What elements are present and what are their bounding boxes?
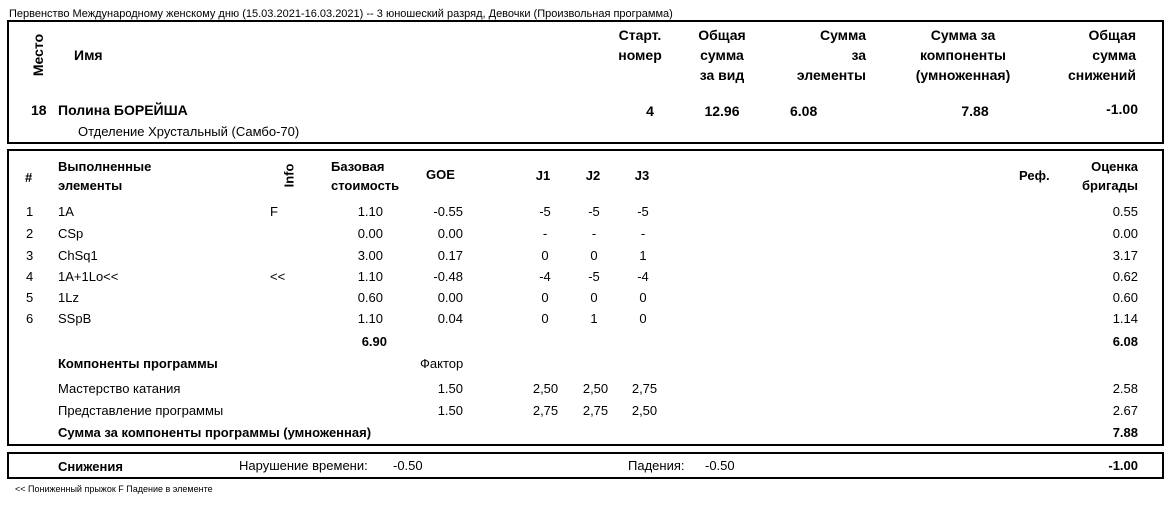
start-number-header (600, 25, 680, 65)
element-num-cell: 5 (26, 290, 34, 305)
falls-label: Падения: (628, 458, 685, 473)
skater-name: Полина БОРЕЙША (58, 102, 188, 118)
element-num-cell: 6 (26, 311, 34, 326)
executed-elements-header-line: Выполненные (58, 159, 152, 174)
element-name-cell: ChSq1 (58, 248, 98, 263)
element-j1-cell: -5 (539, 204, 551, 219)
element-goe-cell: -0.55 (433, 204, 463, 219)
skater-club: Отделение Хрустальный (Самбо-70) (78, 124, 300, 139)
element-j2-cell: - (591, 226, 597, 241)
element-score-cell: 0.60 (1112, 290, 1138, 305)
skater-total-score: 12.96 (704, 103, 740, 119)
element-info-cell: F (270, 204, 278, 219)
skater-start-number: 4 (646, 103, 654, 119)
element-j2-cell: -5 (588, 204, 600, 219)
component-factor-cell: 1.50 (437, 381, 463, 396)
deductions-total: -1.00 (1108, 458, 1138, 473)
executed-elements-header-line: элементы (58, 178, 123, 193)
element-score-header (770, 25, 866, 85)
element-j2-cell: 1 (590, 311, 598, 326)
element-j3-cell: -4 (637, 269, 649, 284)
element-score-header-line: за (851, 47, 866, 63)
deductions-header (1040, 25, 1136, 85)
element-score-cell: 1.14 (1112, 311, 1138, 326)
element-goe-cell: 0.00 (437, 226, 463, 241)
deductions-header-line: снижений (1067, 67, 1136, 83)
goe-header: GOE (426, 167, 455, 182)
elements-score-total: 6.08 (1112, 334, 1138, 349)
base-value-header-line: стоимость (331, 178, 400, 193)
element-name-cell: 1A (58, 204, 74, 219)
element-goe-cell: 0.04 (437, 311, 463, 326)
base-value-header (331, 157, 399, 195)
deductions-box (7, 452, 1164, 479)
component-score-cell: 2.67 (1112, 403, 1138, 418)
deductions-header-line: Общая (1088, 27, 1136, 43)
element-j3-cell: - (640, 226, 646, 241)
element-j1-cell: -4 (539, 269, 551, 284)
element-score-cell: 3.17 (1112, 248, 1138, 263)
element-name-cell: CSp (58, 226, 84, 241)
component-factor-cell: 1.50 (437, 403, 463, 418)
components-total: 7.88 (1112, 425, 1138, 440)
element-base-cell: 0.00 (357, 226, 383, 241)
components-title: Компоненты программы (58, 356, 218, 371)
time-violation-label: Нарушение времени: (239, 458, 368, 473)
element-j2-cell: 0 (590, 290, 598, 305)
component-score-header-line: Сумма за (930, 27, 996, 43)
panel-score-header-line: бригады (1082, 178, 1138, 193)
time-violation-value: -0.50 (393, 458, 423, 473)
deductions-header-line: сумма (1092, 47, 1136, 63)
total-score-header-line: Общая (698, 27, 746, 43)
element-j2-cell: -5 (588, 269, 600, 284)
element-goe-cell: -0.48 (433, 269, 463, 284)
component-score-header-line: компоненты (919, 47, 1007, 63)
name-header: Имя (74, 47, 103, 63)
element-j1-cell: 0 (541, 311, 549, 326)
component-score-header-line: (умноженная) (915, 67, 1011, 83)
base-value-header-line: Базовая (331, 159, 385, 174)
element-j3-cell: 0 (639, 311, 647, 326)
element-num-cell: 4 (26, 269, 34, 284)
component-j3-cell: 2,75 (631, 381, 658, 396)
element-base-cell: 3.00 (357, 248, 383, 263)
element-name-cell: 1A+1Lo<< (58, 269, 119, 284)
element-num-cell: 3 (26, 248, 34, 263)
element-name-cell: 1Lz (58, 290, 79, 305)
total-score-header-line: сумма (700, 47, 744, 63)
panel-score-header (1040, 157, 1138, 195)
skater-deductions: -1.00 (1106, 101, 1138, 117)
referee-header: Реф. (1019, 168, 1050, 183)
panel-score-header-line: Оценка (1091, 159, 1138, 174)
element-num-cell: 2 (26, 226, 34, 241)
component-name-cell: Мастерство катания (58, 381, 181, 396)
element-score-header-line: элементы (796, 67, 866, 83)
element-j1-cell: 0 (541, 290, 549, 305)
component-j1-cell: 2,50 (532, 381, 559, 396)
info-header: Info (281, 163, 297, 188)
element-j3-cell: 1 (639, 248, 647, 263)
start-number-header-line: Старт. (618, 27, 662, 43)
deductions-label: Снижения (58, 459, 123, 474)
skater-rank: 18 (31, 102, 47, 118)
component-name-cell: Представление программы (58, 403, 224, 418)
j3-header: J3 (634, 168, 650, 183)
element-j3-cell: 0 (639, 290, 647, 305)
element-goe-cell: 0.00 (437, 290, 463, 305)
j1-header: J1 (535, 168, 551, 183)
page-title: Первенство Международному женскому дню (15.03.2021-16.03.2021) -- 3 юношеский разряд, Девочки (Произвольная программа) (9, 8, 673, 20)
j2-header: J2 (585, 168, 601, 183)
place-header: Место (30, 33, 46, 77)
component-j3-cell: 2,50 (631, 403, 658, 418)
element-score-cell: 0.55 (1112, 204, 1138, 219)
factor-header: Фактор (420, 356, 464, 371)
components-total-label: Сумма за компоненты программы (умноженная) (58, 425, 372, 440)
start-number-header-line: номер (618, 47, 662, 63)
legend: << Пониженный прыжок F Падение в элементе (15, 484, 213, 494)
element-base-cell: 0.60 (357, 290, 383, 305)
total-score-header (682, 25, 762, 85)
component-j1-cell: 2,75 (532, 403, 559, 418)
element-base-cell: 1.10 (357, 311, 383, 326)
component-j2-cell: 2,75 (582, 403, 609, 418)
element-score-cell: 0.62 (1112, 269, 1138, 284)
element-goe-cell: 0.17 (437, 248, 463, 263)
component-j2-cell: 2,50 (582, 381, 609, 396)
element-info-cell: << (270, 269, 286, 284)
element-base-cell: 1.10 (357, 204, 383, 219)
elements-base-total: 6.90 (361, 334, 387, 349)
element-base-cell: 1.10 (357, 269, 383, 284)
skater-component-score: 7.88 (961, 103, 989, 119)
component-score-cell: 2.58 (1112, 381, 1138, 396)
element-j1-cell: 0 (541, 248, 549, 263)
element-num-cell: 1 (26, 204, 34, 219)
element-name-cell: SSpB (58, 311, 92, 326)
element-score-header-line: Сумма (819, 27, 866, 43)
element-j2-cell: 0 (590, 248, 598, 263)
falls-value: -0.50 (705, 458, 735, 473)
element-number-header: # (25, 170, 33, 185)
skater-element-score: 6.08 (790, 103, 818, 119)
element-j3-cell: -5 (637, 204, 649, 219)
executed-elements-header (58, 157, 151, 195)
total-score-header-line: за вид (699, 67, 745, 83)
component-score-header (900, 25, 1026, 85)
element-j1-cell: - (542, 226, 548, 241)
element-score-cell: 0.00 (1112, 226, 1138, 241)
